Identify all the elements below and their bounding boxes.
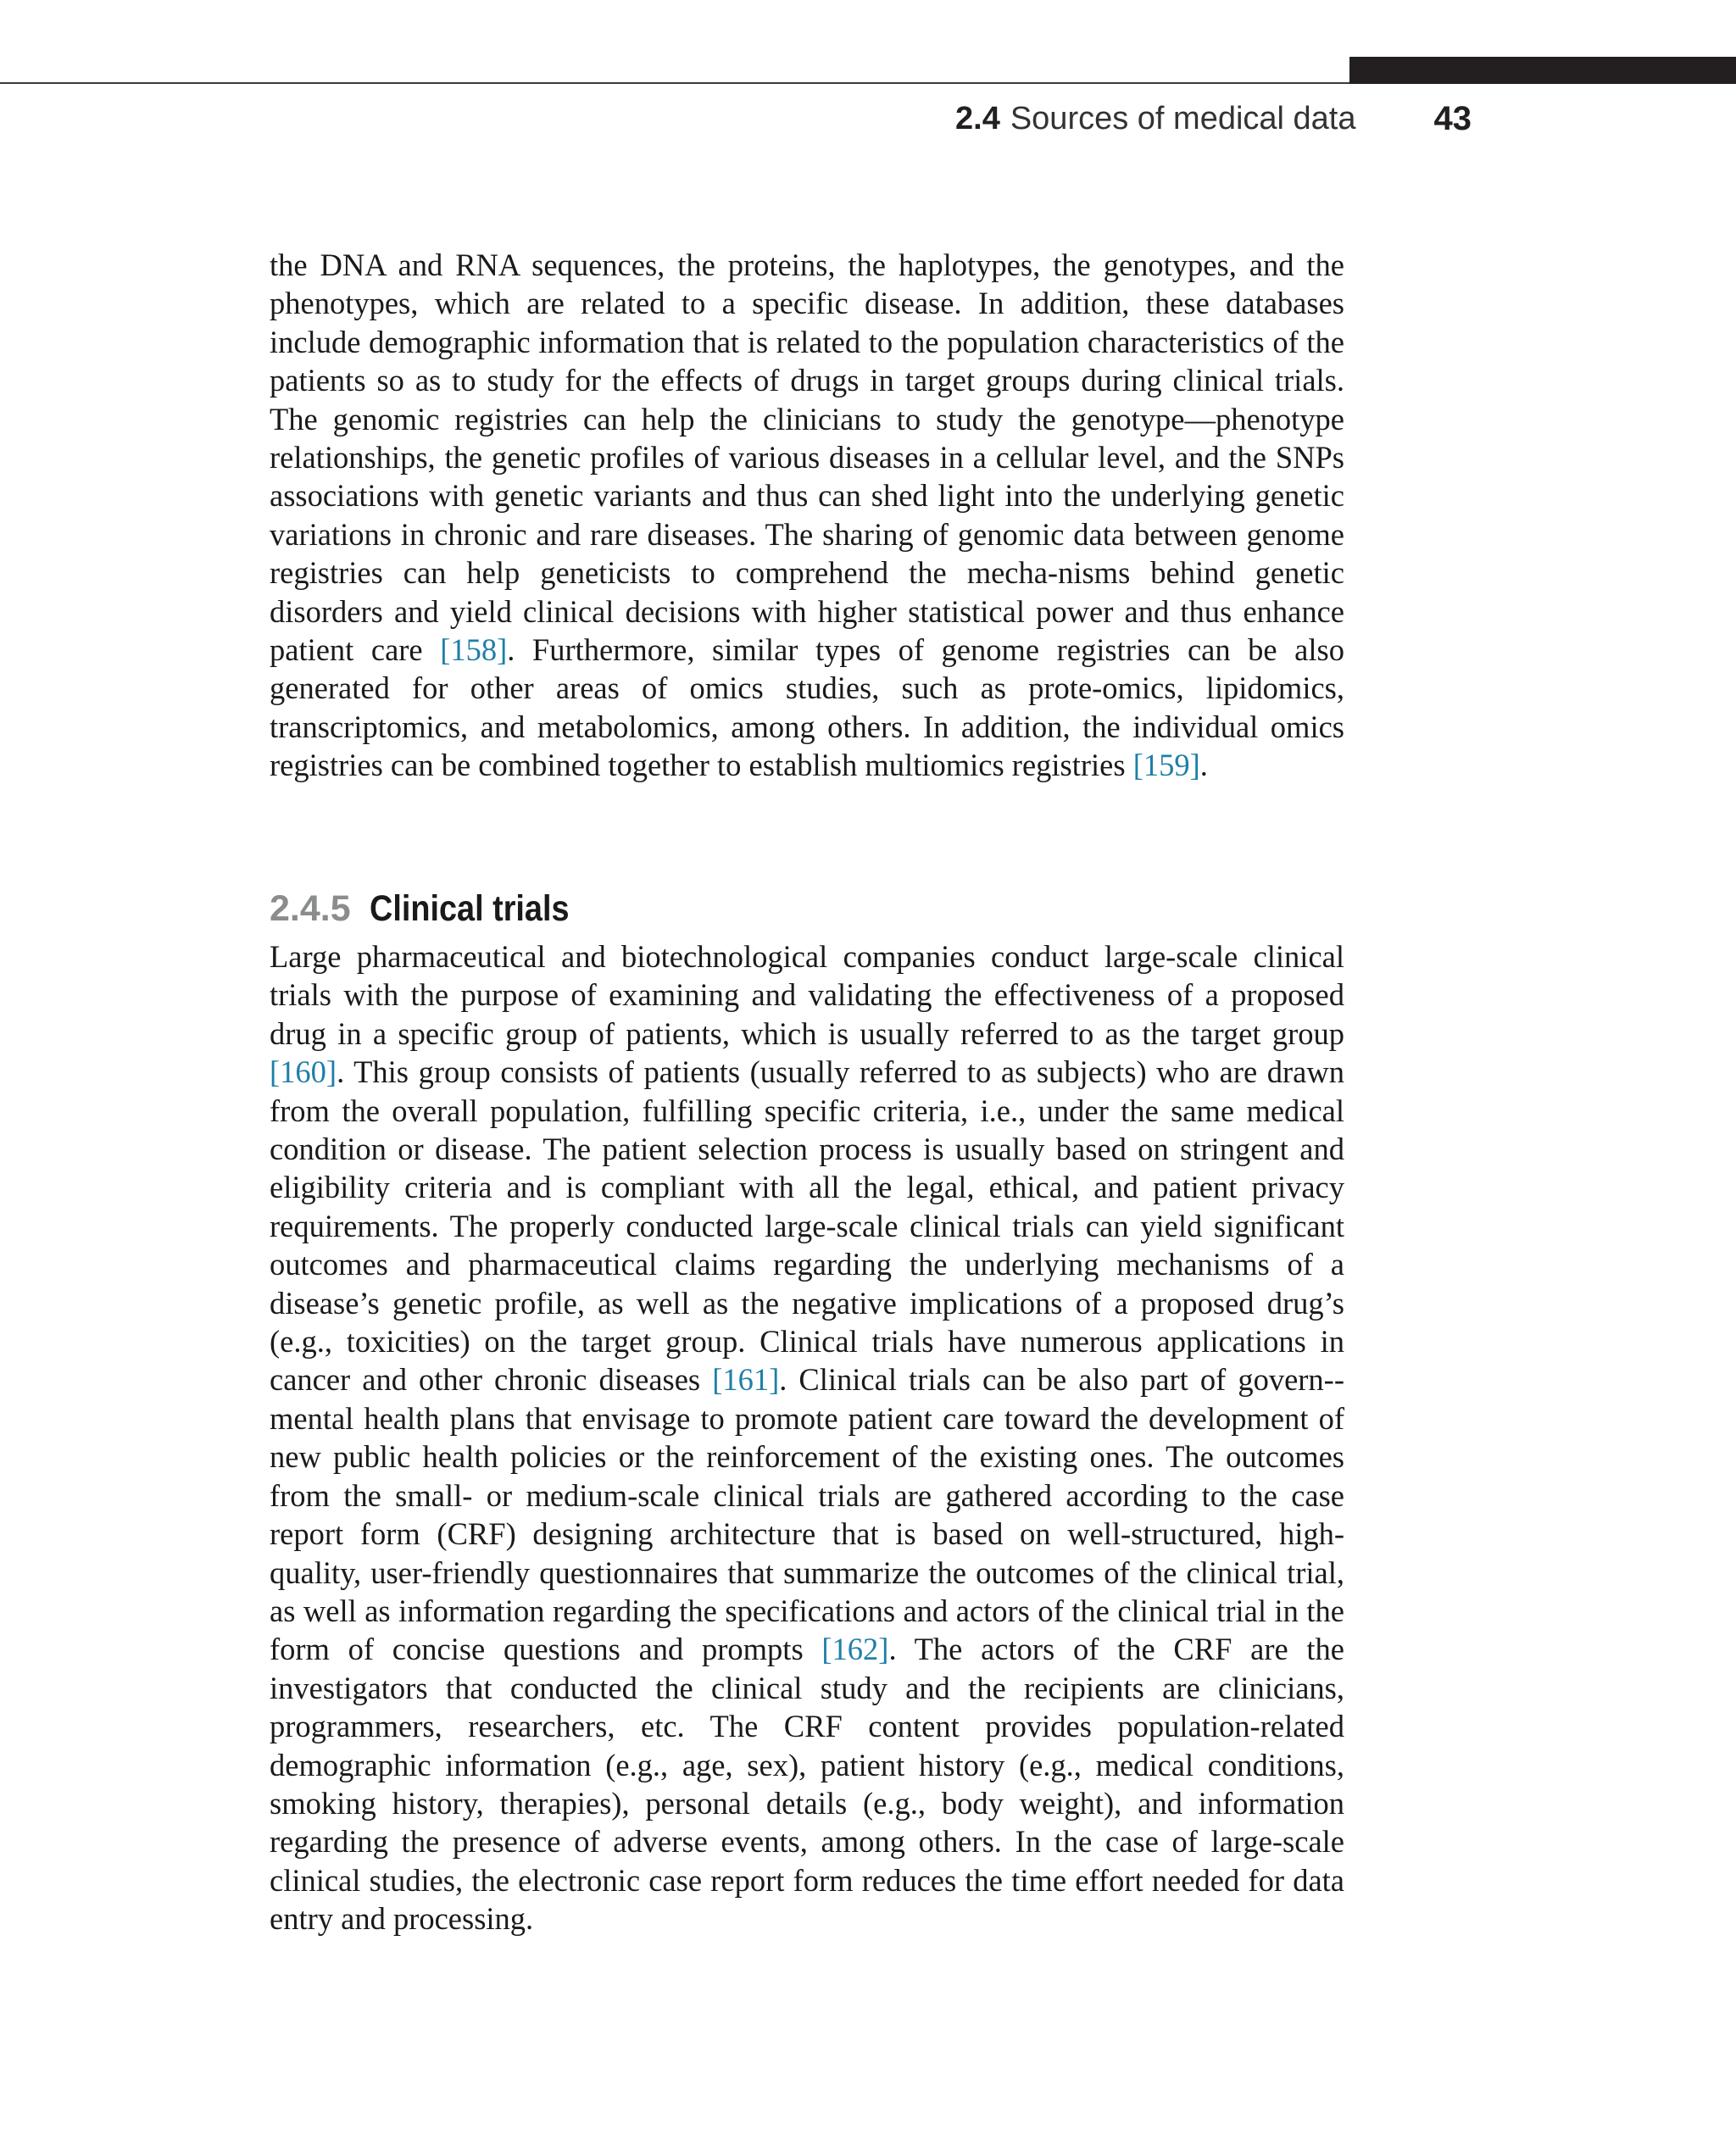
- text-run: . This group consists of patients (usually referred to as subjects) who are drawn from the overall population, fulfilling specific criteria, i.e., under the same medical condition or disease. The patient selection process is usually based on stringent and eligibility criteria and is compliant with all the legal, ethical, and patient privacy requirements. The properly conducted large-scale clinical trials can yield significant outcomes and pharmaceutical claims regarding the underlying mechanisms of a disease’s genetic profile, as well as the negative implications of a proposed drug’s (e.g., toxicities) on the target group. Clinical trials have numerous applications in cancer and other chronic diseases: [270, 1054, 1344, 1398]
- citation-link-162[interactable]: [162]: [821, 1632, 889, 1667]
- text-run: .: [1199, 748, 1208, 783]
- text-run: the DNA and RNA sequences, the proteins, the haplotypes, the genotypes, and the phenotypes, which are related to a specific disease. In addition, these databases include demographic information that is related to the population characteristics of the patients so as to study for the effects of drugs in target groups during clinical trials. The genomic registries can help the clinicians to study the genotype—phenotype relationships, the genetic profiles of various diseases in a cellular level, and the SNPs associations with genetic variants and thus can shed light into the underlying genetic variations in chronic and rare diseases. The sharing of genomic data between genome registries can help geneticists to comprehend the mecha-nisms behind genetic disorders and yield clinical decisions with higher statistical power and thus enhance patient care: [270, 247, 1344, 668]
- citation-link-159[interactable]: [159]: [1132, 748, 1200, 783]
- text-run: . The actors of the CRF are the investigators that conducted the clinical study and the recipients are clinicians, programmers, researchers, etc. The CRF content provides population-​related demographic information (e.g., age, sex), patient history (e.g., medical conditions, smoking history, therapies), personal details (e.g., body weight), and information regarding the presence of adverse events, among others. In the case of large-scale clinical studies, the electronic case report form reduces the time effort needed for data entry and processing.: [270, 1632, 1344, 1937]
- page-number: 43: [1433, 99, 1472, 137]
- paragraph: [270, 246, 1344, 785]
- section-heading: [270, 881, 596, 936]
- citation-link-158[interactable]: [158]: [440, 632, 508, 668]
- paragraph: [270, 937, 1344, 1938]
- running-head-section-title: Sources of medical data: [1010, 100, 1356, 136]
- section-number: 2.4.5: [270, 887, 351, 929]
- paragraph-clinical-trials: [270, 937, 1344, 1938]
- text-run: . Clinical trials can be also part of govern-mental health plans that envisage to promote patient care toward the development of new public health policies or the reinforcement of the existing ones. The outcomes from the small- or medium-scale clinical trials are gathered according to the case report form (CRF) designing architecture that is based on well-​structured, high-quality, user-friendly questionnaires that summarize the outcomes of the clinical trial, as well as information regarding the specifications and actors of the clinical trial in the form of concise questions and prompts: [270, 1362, 1344, 1667]
- text-run: Large pharmaceutical and biotechnological companies conduct large-scale clinical trials with the purpose of examining and validating the effectiveness of a proposed drug in a specific group of patients, which is usually referred to as the target group: [270, 939, 1344, 1051]
- paragraph-genomic-registries: [270, 246, 1344, 785]
- text-run: . Furthermore, similar types of genome registries can be also generated for other areas of omics studies, such as prote-omics, lipidomics, transcriptomics, and metabolomics, among others. In addition, the individual omics registries can be combined together to establish multiomics registries: [270, 632, 1344, 783]
- header-bar: [1349, 57, 1736, 84]
- citation-link-160[interactable]: [160]: [270, 1054, 337, 1090]
- section-title: Clinical trials: [369, 887, 570, 929]
- citation-link-161[interactable]: [161]: [712, 1362, 780, 1398]
- running-head: [848, 95, 1472, 142]
- running-head-section-number: 2.4: [955, 100, 1000, 136]
